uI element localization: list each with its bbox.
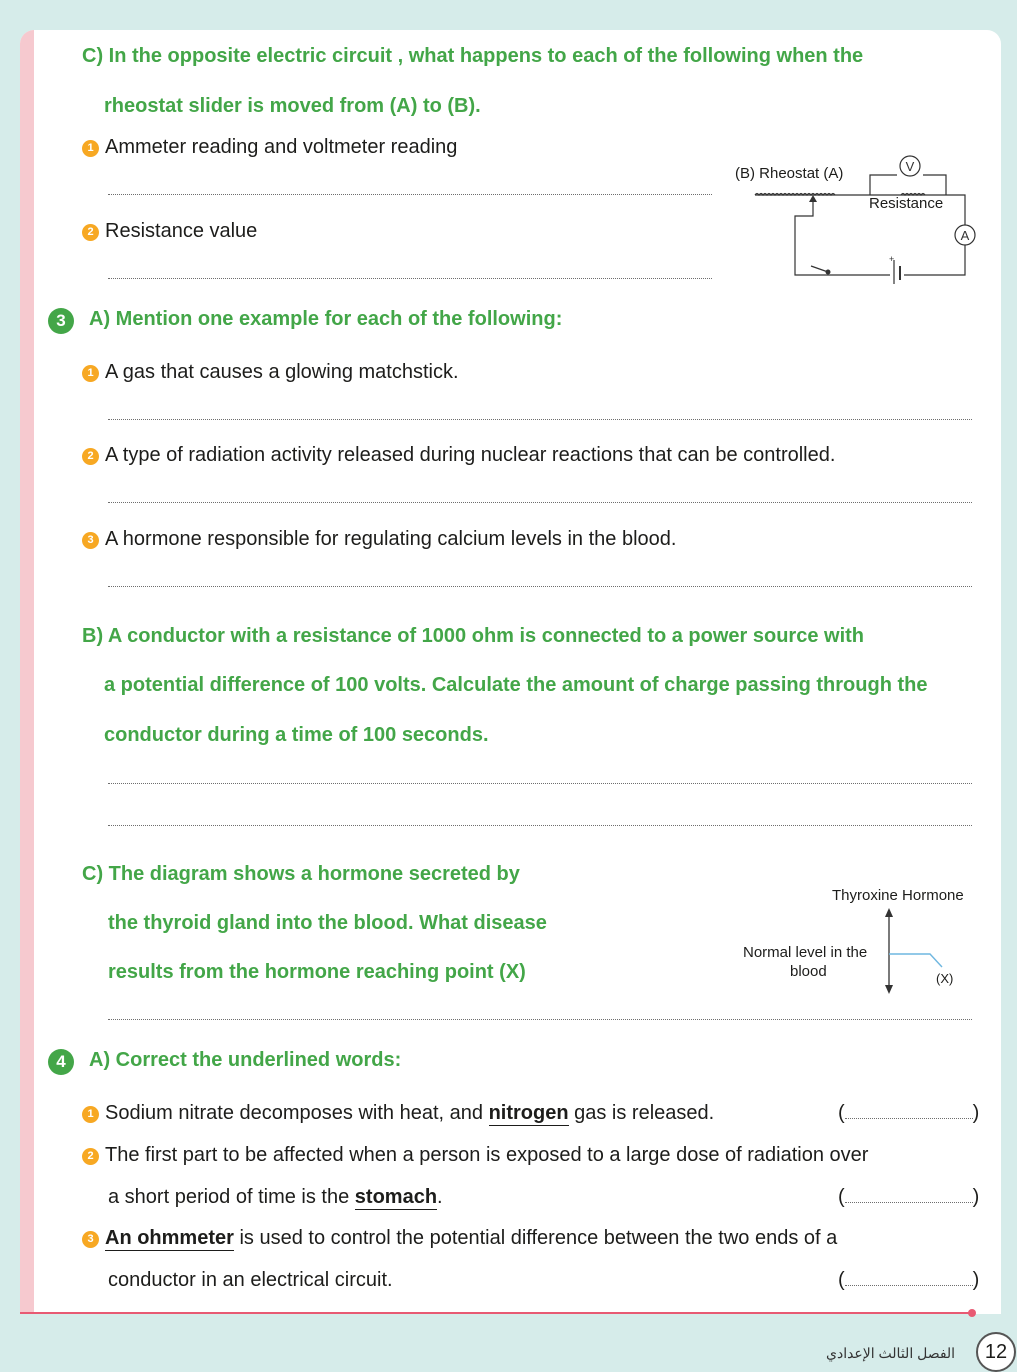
question-number-badge: 4 bbox=[48, 1049, 74, 1075]
paren-close: ) bbox=[972, 1186, 980, 1208]
q3c-line1: C) The diagram shows a hormone secreted by bbox=[82, 863, 520, 885]
answer-line[interactable] bbox=[108, 278, 712, 279]
q2c-title-line2: rheostat slider is moved from (A) to (B). bbox=[104, 95, 481, 117]
normal-level-label-line1: Normal level in the bbox=[743, 944, 868, 961]
page-number: 12 bbox=[976, 1332, 1016, 1372]
point-x-label: (X) bbox=[936, 971, 954, 986]
q3b-line2: a potential difference of 100 volts. Calculate the amount of charge passing through the bbox=[104, 674, 928, 696]
answer-dots bbox=[845, 1271, 973, 1286]
item-number-badge: 1 bbox=[82, 1106, 99, 1123]
bottom-rule bbox=[20, 1312, 974, 1314]
q3c-line2: the thyroid gland into the blood. What disease bbox=[108, 912, 547, 934]
q4-item2-text-before: a short period of time is the bbox=[108, 1186, 355, 1208]
q4-item2-text-end: . bbox=[437, 1186, 443, 1208]
normal-level-label-line2: blood bbox=[790, 963, 827, 980]
underlined-word: An ohmmeter bbox=[105, 1227, 234, 1249]
item-number-badge: 1 bbox=[82, 365, 99, 382]
q3c-line3: results from the hormone reaching point (X) bbox=[108, 961, 526, 983]
ammeter-symbol: A bbox=[960, 228, 970, 243]
answer-dots bbox=[845, 1104, 973, 1119]
q2c-item1-text: Ammeter reading and voltmeter reading bbox=[105, 136, 458, 158]
q2c-item1 bbox=[82, 136, 457, 159]
paren-open: ( bbox=[838, 1102, 845, 1124]
answer-dots bbox=[845, 1188, 973, 1203]
answer-line[interactable] bbox=[108, 502, 972, 503]
hormone-diagram-title: Thyroxine Hormone bbox=[832, 887, 964, 904]
underlined-word: stomach bbox=[354, 1186, 438, 1208]
item-number-badge: 3 bbox=[82, 532, 99, 549]
item-number-badge: 2 bbox=[82, 224, 99, 241]
bottom-rule-dot bbox=[968, 1309, 976, 1317]
q3a-item2 bbox=[82, 444, 835, 467]
voltmeter-symbol: V bbox=[905, 159, 915, 174]
paren-close: ) bbox=[972, 1102, 980, 1124]
answer-line[interactable] bbox=[108, 586, 972, 587]
q4-item2-text: The first part to be affected when a person is exposed to a large dose of radiation over bbox=[105, 1144, 869, 1166]
paren-open: ( bbox=[838, 1186, 845, 1208]
q4-item2-line2 bbox=[108, 1186, 443, 1209]
q4-item1-text: Sodium nitrate decomposes with heat, and bbox=[105, 1102, 489, 1124]
q3b-line1: B) A conductor with a resistance of 1000 ohm is connected to a power source with bbox=[82, 625, 865, 647]
answer-blank[interactable] bbox=[838, 1186, 979, 1209]
answer-line[interactable] bbox=[108, 194, 712, 195]
q3a-item2-text: A type of radiation activity released during nuclear reactions that can be controlled. bbox=[105, 444, 836, 466]
q3b-line3: conductor during a time of 100 seconds. bbox=[104, 724, 489, 746]
item-number-badge: 1 bbox=[82, 140, 99, 157]
item-number-badge: 2 bbox=[82, 1148, 99, 1165]
answer-line[interactable] bbox=[108, 419, 972, 420]
q2c-item2 bbox=[82, 220, 257, 243]
resistance-label: Resistance bbox=[869, 195, 944, 212]
q3a-item3-text: A hormone responsible for regulating calcium levels in the blood. bbox=[105, 528, 677, 550]
q4-item2 bbox=[82, 1144, 868, 1167]
rheostat-label: (B) Rheostat (A) bbox=[735, 165, 844, 182]
q4-item3 bbox=[82, 1227, 837, 1250]
q4-item3-line2: conductor in an electrical circuit. bbox=[108, 1269, 393, 1291]
q2c-item2-text: Resistance value bbox=[105, 220, 258, 242]
paren-open: ( bbox=[838, 1269, 845, 1291]
q3a-item3 bbox=[82, 528, 676, 551]
answer-line[interactable] bbox=[108, 1019, 972, 1020]
page-margin-strip bbox=[20, 30, 34, 1314]
question-number-badge: 3 bbox=[48, 308, 74, 334]
q3a-item1-text: A gas that causes a glowing matchstick. bbox=[105, 361, 459, 383]
item-number-badge: 2 bbox=[82, 448, 99, 465]
answer-line[interactable] bbox=[108, 825, 972, 826]
q4-item1-text-end: gas is released. bbox=[568, 1102, 715, 1124]
answer-blank[interactable] bbox=[838, 1269, 979, 1292]
paren-close: ) bbox=[972, 1269, 980, 1291]
q3a-title: A) Mention one example for each of the following: bbox=[89, 308, 563, 330]
answer-line[interactable] bbox=[108, 783, 972, 784]
underlined-word: nitrogen bbox=[488, 1102, 569, 1124]
q3a-item1 bbox=[82, 361, 459, 384]
item-number-badge: 3 bbox=[82, 1231, 99, 1248]
q4-item1 bbox=[82, 1102, 714, 1125]
answer-blank[interactable] bbox=[838, 1102, 979, 1125]
svg-text:+: + bbox=[889, 254, 895, 264]
chapter-footer: الفصل الثالث الإعدادي bbox=[826, 1345, 956, 1361]
q4a-title: A) Correct the underlined words: bbox=[89, 1049, 402, 1071]
q2c-title-line1: C) In the opposite electric circuit , what happens to each of the following when the bbox=[82, 45, 864, 67]
q4-item3-text: is used to control the potential difference between the two ends of a bbox=[233, 1227, 838, 1249]
hormone-level-arrow-diagram bbox=[880, 905, 960, 997]
